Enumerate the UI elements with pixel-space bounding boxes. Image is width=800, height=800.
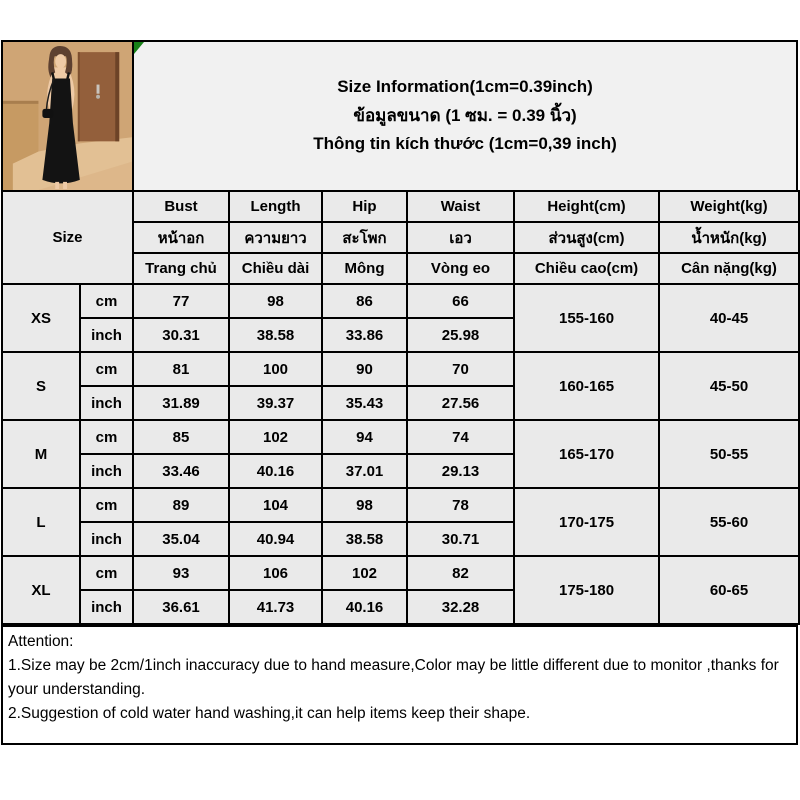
row-m-cm: [2, 420, 799, 454]
size-label-s: S: [2, 352, 80, 420]
cell-xs-waist-cm: 66: [407, 284, 514, 318]
cell-m-bust-cm: 85: [133, 420, 229, 454]
attention-line-1: 1.Size may be 2cm/1inch inaccuracy due to hand measure,Color may be little different due to monitor ,thanks for your understanding.: [8, 657, 779, 699]
title-english: Size Information(1cm=0.39inch): [337, 76, 593, 96]
cell-m-bust-inch: 33.46: [133, 454, 229, 488]
col-header-height-vi: Chiều cao(cm): [514, 253, 659, 284]
cell-xs-hip-inch: 33.86: [322, 318, 407, 352]
cell-xs-bust-cm: 77: [133, 284, 229, 318]
col-header-length-en: Length: [229, 191, 322, 222]
product-photo: [3, 42, 134, 190]
row-xl-cm: [2, 556, 799, 590]
cell-m-length-cm: 102: [229, 420, 322, 454]
col-header-hip-en: Hip: [322, 191, 407, 222]
unit-label-inch: inch: [80, 386, 133, 420]
col-header-height-th: ส่วนสูง(cm): [514, 222, 659, 253]
cell-xs-height: 155-160: [514, 284, 659, 352]
cell-s-height: 160-165: [514, 352, 659, 420]
cell-s-waist-inch: 27.56: [407, 386, 514, 420]
cell-l-hip-inch: 38.58: [322, 522, 407, 556]
col-header-hip-th: สะโพก: [322, 222, 407, 253]
col-header-weight-vi: Cân nặng(kg): [659, 253, 799, 284]
col-header-waist-th: เอว: [407, 222, 514, 253]
col-header-height-en: Height(cm): [514, 191, 659, 222]
cell-l-length-cm: 104: [229, 488, 322, 522]
cell-m-height: 165-170: [514, 420, 659, 488]
cell-xl-length-inch: 41.73: [229, 590, 322, 624]
cell-l-waist-inch: 30.71: [407, 522, 514, 556]
header-band: [1, 40, 798, 190]
size-chart-sheet: [1, 40, 798, 745]
cell-xl-bust-cm: 93: [133, 556, 229, 590]
cell-xs-hip-cm: 86: [322, 284, 407, 318]
cell-m-hip-cm: 94: [322, 420, 407, 454]
cell-l-length-inch: 40.94: [229, 522, 322, 556]
cell-s-hip-inch: 35.43: [322, 386, 407, 420]
unit-label-inch: inch: [80, 590, 133, 624]
cell-xs-length-inch: 38.58: [229, 318, 322, 352]
size-label-m: M: [2, 420, 80, 488]
cell-l-height: 170-175: [514, 488, 659, 556]
unit-label-inch: inch: [80, 522, 133, 556]
size-label-l: L: [2, 488, 80, 556]
row-l-cm: [2, 488, 799, 522]
cell-l-hip-cm: 98: [322, 488, 407, 522]
title-box: [134, 42, 796, 190]
cell-xs-weight: 40-45: [659, 284, 799, 352]
cell-m-waist-cm: 74: [407, 420, 514, 454]
title-thai: ข้อมูลขนาด (1 ซม. = 0.39 นิ้ว): [353, 105, 577, 125]
cell-s-waist-cm: 70: [407, 352, 514, 386]
col-header-bust-en: Bust: [133, 191, 229, 222]
cell-xl-length-cm: 106: [229, 556, 322, 590]
col-header-waist-en: Waist: [407, 191, 514, 222]
cell-m-length-inch: 40.16: [229, 454, 322, 488]
cell-xl-weight: 60-65: [659, 556, 799, 624]
unit-label-inch: inch: [80, 318, 133, 352]
col-header-bust-vi: Trang chủ: [133, 253, 229, 284]
unit-label-cm: cm: [80, 556, 133, 590]
cell-xs-length-cm: 98: [229, 284, 322, 318]
cell-xl-waist-cm: 82: [407, 556, 514, 590]
attention-line-2: 2.Suggestion of cold water hand washing,it can help items keep their shape.: [8, 705, 531, 723]
col-header-length-vi: Chiều dài: [229, 253, 322, 284]
cell-xl-hip-cm: 102: [322, 556, 407, 590]
row-s-cm: [2, 352, 799, 386]
cell-l-bust-cm: 89: [133, 488, 229, 522]
green-corner-marker: [134, 42, 144, 54]
cell-l-waist-cm: 78: [407, 488, 514, 522]
cell-xl-bust-inch: 36.61: [133, 590, 229, 624]
cell-xl-hip-inch: 40.16: [322, 590, 407, 624]
size-label-xl: XL: [2, 556, 80, 624]
cell-l-weight: 55-60: [659, 488, 799, 556]
col-header-hip-vi: Mông: [322, 253, 407, 284]
title-vietnamese: Thông tin kích thước (1cm=0,39 inch): [313, 134, 617, 154]
size-label-xs: XS: [2, 284, 80, 352]
col-header-waist-vi: Vòng eo: [407, 253, 514, 284]
cell-xl-height: 175-180: [514, 556, 659, 624]
attention-section: [1, 625, 798, 745]
cell-xs-waist-inch: 25.98: [407, 318, 514, 352]
cell-xl-waist-inch: 32.28: [407, 590, 514, 624]
unit-label-cm: cm: [80, 420, 133, 454]
cell-xs-bust-inch: 30.31: [133, 318, 229, 352]
cell-s-bust-inch: 31.89: [133, 386, 229, 420]
header-row-en: [2, 191, 799, 222]
col-header-bust-th: หน้าอก: [133, 222, 229, 253]
unit-label-cm: cm: [80, 284, 133, 318]
col-header-weight-en: Weight(kg): [659, 191, 799, 222]
cell-s-length-cm: 100: [229, 352, 322, 386]
cell-s-length-inch: 39.37: [229, 386, 322, 420]
cell-m-weight: 50-55: [659, 420, 799, 488]
row-xs-cm: [2, 284, 799, 318]
unit-label-cm: cm: [80, 488, 133, 522]
unit-label-inch: inch: [80, 454, 133, 488]
col-header-weight-th: น้ำหนัก(kg): [659, 222, 799, 253]
unit-label-cm: cm: [80, 352, 133, 386]
size-table: [1, 190, 800, 625]
size-header-cell: Size: [2, 191, 133, 284]
attention-heading: Attention:: [8, 633, 74, 650]
cell-s-weight: 45-50: [659, 352, 799, 420]
col-header-length-th: ความยาว: [229, 222, 322, 253]
cell-s-hip-cm: 90: [322, 352, 407, 386]
product-photo-illustration: [3, 42, 132, 190]
cell-s-bust-cm: 81: [133, 352, 229, 386]
cell-m-hip-inch: 37.01: [322, 454, 407, 488]
cell-l-bust-inch: 35.04: [133, 522, 229, 556]
cell-m-waist-inch: 29.13: [407, 454, 514, 488]
